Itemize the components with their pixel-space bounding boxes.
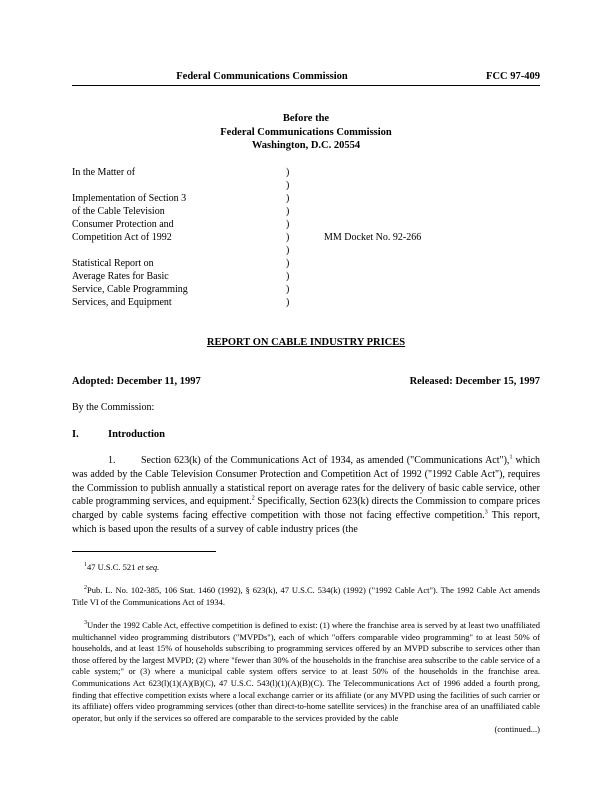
paragraph-1 xyxy=(72,454,540,537)
footnote-text: Pub. L. No. 102-385, 106 Stat. 1460 (1992), § 623(k), 47 U.S.C. 534(k) (1992) ("1992 Cable Act"). The 1992 Cable Act amends Title VI of the Communications Act of 1934. xyxy=(72,585,540,607)
footnote-italic: et seq. xyxy=(137,562,160,572)
paragraph-text: Specifically, Section 623(k) directs the Commission to compare prices charged by cable systems facing effective competition with those not facing effective competition. xyxy=(72,496,540,522)
header-rule xyxy=(72,85,540,86)
footnote-1 xyxy=(72,562,540,574)
docket-number: MM Docket No. 92-266 xyxy=(324,232,422,243)
paren: ) xyxy=(286,258,290,269)
paren: ) xyxy=(286,232,290,243)
footnote-mark: 3 xyxy=(84,620,87,627)
matter-spacer xyxy=(72,179,188,192)
footnote-separator xyxy=(72,551,216,552)
matter-line xyxy=(72,244,188,257)
released-date: Released: December 15, 1997 xyxy=(409,376,540,387)
page-header xyxy=(72,71,540,85)
by-the-commission: By the Commission: xyxy=(72,402,155,413)
paragraph-text: which was added by the Cable Television Consumer Protection and Competition Act of 1992 ("1992 Cable Act"), requires the Commission to publish annually a statistical report on average rates for the delivery of basic cable service, other cable programming services, and equipment. xyxy=(72,455,540,508)
footnote-mark: 2 xyxy=(84,585,87,592)
paren: ) xyxy=(286,193,290,204)
caption-title xyxy=(0,112,612,153)
paren: ) xyxy=(286,219,290,230)
report-title: REPORT ON CABLE INDUSTRY PRICES xyxy=(206,337,406,348)
footnote-2 xyxy=(72,585,540,608)
matter-block xyxy=(72,166,188,309)
footnote-text: 47 U.S.C. 521 xyxy=(87,562,138,572)
paren: ) xyxy=(286,245,290,256)
paragraph-number: 1. xyxy=(108,455,116,466)
footnote-3 xyxy=(72,620,540,736)
footnote-ref-3[interactable]: 3 xyxy=(484,509,488,516)
matter-line: Implementation of Section 3 xyxy=(72,193,187,204)
footnote-continued: (continued...) xyxy=(494,724,540,735)
caption-line-2: Federal Communications Commission xyxy=(220,126,392,138)
adopted-date: Adopted: December 11, 1997 xyxy=(72,376,201,387)
section-number: I. xyxy=(72,429,79,440)
footnote-ref-2[interactable]: 2 xyxy=(251,496,255,503)
paragraph-text: Section 623(k) of the Communications Act of 1934, as amended ("Communications Act"), xyxy=(141,455,510,466)
paren: ) xyxy=(286,271,290,282)
footnote-ref-1[interactable]: 1 xyxy=(509,454,513,461)
paren: ) xyxy=(286,206,290,217)
matter-line: of the Cable Television xyxy=(72,206,165,217)
caption-parentheses xyxy=(286,166,289,309)
matter-line: Statistical Report on xyxy=(72,258,154,269)
header-agency: Federal Communications Commission xyxy=(176,71,348,82)
paren: ) xyxy=(286,284,290,295)
paragraph-text: This report, which is based upon the results of a survey of cable industry prices (the xyxy=(72,510,540,535)
paren: ) xyxy=(286,180,290,191)
paren: ) xyxy=(286,167,290,178)
section-title: Introduction xyxy=(108,429,165,440)
matter-line: Services, and Equipment xyxy=(72,297,172,308)
in-the-matter: In the Matter of xyxy=(72,167,136,178)
matter-line: Average Rates for Basic xyxy=(72,271,169,282)
matter-line: Consumer Protection and xyxy=(72,219,174,230)
header-doc-number: FCC 97-409 xyxy=(486,71,540,82)
caption-line-1: Before the xyxy=(282,113,330,124)
footnote-mark: 1 xyxy=(84,562,87,569)
caption-line-3: Washington, D.C. 20554 xyxy=(251,140,361,151)
matter-line: Competition Act of 1992 xyxy=(72,232,172,243)
matter-line: Service, Cable Programming xyxy=(72,284,188,295)
footnote-text: Under the 1992 Cable Act, effective competition is defined to exist: (1) where the franchise area is served by at least two unaffiliated multichannel video programming distributors ("MVPDs"), each of which "offers comparable video programming" to at least 50% of households, and at least 15% of households subscribing to programming services offered by an MVPD subscribe to services other than those offered by the largest MVPD; (2) where "fewer than 30% of the households in the franchise area subscribe to the cable service of a cable system;" or (3) where a municipal cable system offers service to at least 50% of the households in the franchise area. Communications Act 623(l)(1)(A)(B)(C), 47 U.S.C. 543(l)(1)(A)(B)(C). The Telecommunications Act of 1996 added a fourth prong, finding that effective competition exists where a local exchange carrier or its affiliate (or any MVPD using the facilities of such carrier or its affiliate) offers video programming services (other than direct-to-home satellite services) in the franchise area of an unaffiliated cable operator, but only if the services so offered are comparable to the services provided by the cable xyxy=(72,620,540,723)
paren: ) xyxy=(286,297,290,308)
